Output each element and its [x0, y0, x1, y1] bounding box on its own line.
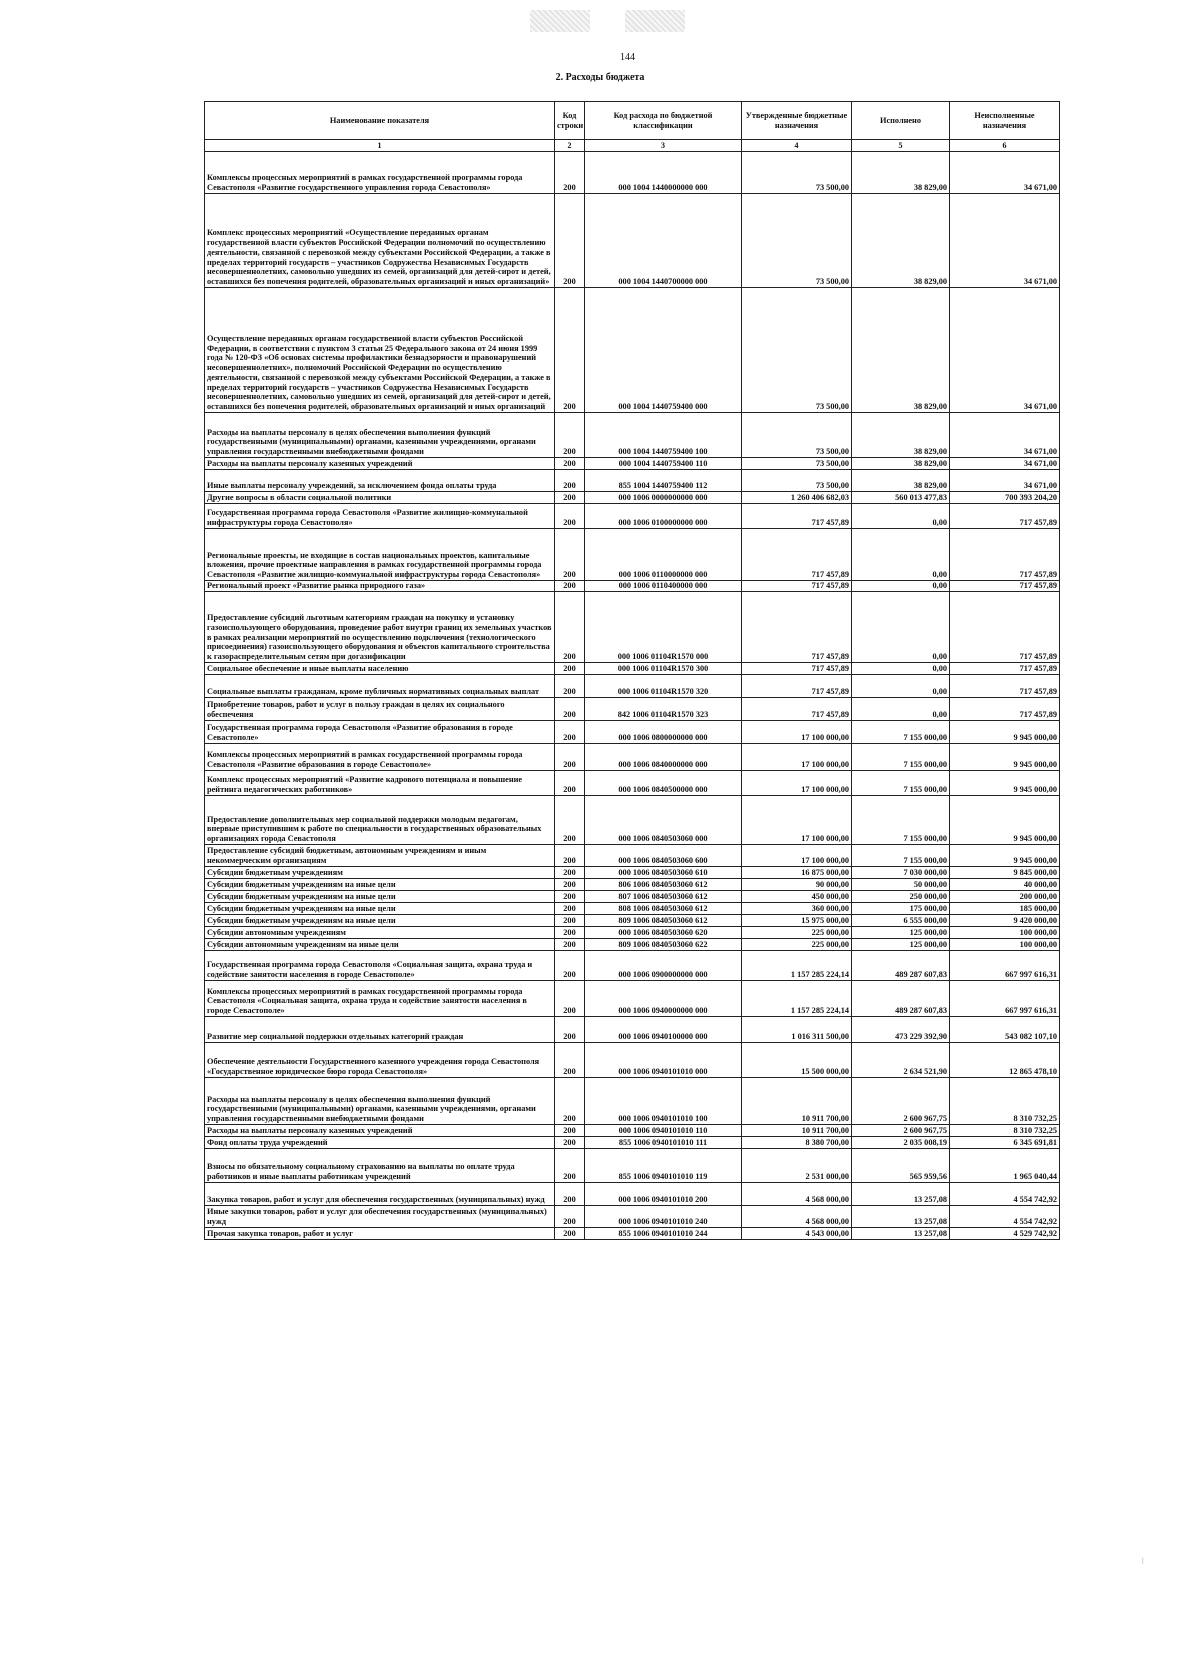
row-unexecuted: 100 000,00 — [950, 939, 1060, 951]
row-unexecuted: 34 671,00 — [950, 470, 1060, 492]
row-kbk: 000 1006 0940101010 240 — [585, 1206, 742, 1228]
column-number: 3 — [585, 140, 742, 152]
section-title: 2. Расходы бюджета — [555, 72, 645, 83]
row-unexecuted: 667 997 616,31 — [950, 981, 1060, 1017]
table-row — [205, 592, 1060, 663]
row-kbk: 000 1006 0940101010 200 — [585, 1183, 742, 1206]
table-row — [205, 771, 1060, 796]
row-line-code: 200 — [555, 915, 585, 927]
table-row — [205, 1228, 1060, 1240]
row-unexecuted: 34 671,00 — [950, 194, 1060, 288]
table-row — [205, 288, 1060, 413]
row-unexecuted: 1 965 040,44 — [950, 1149, 1060, 1183]
table-row — [205, 845, 1060, 867]
table-row — [205, 1137, 1060, 1149]
row-line-code: 200 — [555, 581, 585, 592]
row-kbk: 000 1004 1440759400 100 — [585, 413, 742, 458]
table-row — [205, 413, 1060, 458]
row-line-code: 200 — [555, 1125, 585, 1137]
row-approved: 17 100 000,00 — [742, 845, 852, 867]
row-approved: 360 000,00 — [742, 903, 852, 915]
row-approved: 90 000,00 — [742, 879, 852, 891]
row-name: Расходы на выплаты персоналу в целях обеспечения выполнения функций государственными (муниципальными) органами, казенными учреждениями, органами управления государственными внебюджетными фондами — [205, 1078, 555, 1125]
row-line-code: 200 — [555, 867, 585, 879]
row-unexecuted: 34 671,00 — [950, 413, 1060, 458]
row-approved: 17 100 000,00 — [742, 721, 852, 744]
row-executed: 38 829,00 — [852, 288, 950, 413]
row-unexecuted: 4 529 742,92 — [950, 1228, 1060, 1240]
row-approved: 17 100 000,00 — [742, 771, 852, 796]
row-line-code: 200 — [555, 470, 585, 492]
row-line-code: 200 — [555, 1137, 585, 1149]
row-name: Социальные выплаты гражданам, кроме публичных нормативных социальных выплат — [205, 675, 555, 698]
row-executed: 50 000,00 — [852, 879, 950, 891]
row-approved: 225 000,00 — [742, 927, 852, 939]
row-line-code: 200 — [555, 879, 585, 891]
row-kbk: 000 1006 0840503060 610 — [585, 867, 742, 879]
row-executed: 7 155 000,00 — [852, 771, 950, 796]
row-executed: 0,00 — [852, 592, 950, 663]
row-executed: 489 287 607,83 — [852, 981, 950, 1017]
row-executed: 6 555 000,00 — [852, 915, 950, 927]
row-approved: 73 500,00 — [742, 470, 852, 492]
row-approved: 8 380 700,00 — [742, 1137, 852, 1149]
row-name: Региональный проект «Развитие рынка природного газа» — [205, 581, 555, 592]
table-row — [205, 903, 1060, 915]
table-row — [205, 194, 1060, 288]
row-line-code: 200 — [555, 796, 585, 845]
row-name: Субсидии бюджетным учреждениям на иные цели — [205, 891, 555, 903]
row-executed: 0,00 — [852, 675, 950, 698]
row-line-code: 200 — [555, 981, 585, 1017]
table-row — [205, 721, 1060, 744]
row-executed: 13 257,08 — [852, 1228, 950, 1240]
row-name: Государственная программа города Севастополя «Развитие жилищно-коммунальной инфраструктуры города Севастополя» — [205, 504, 555, 529]
row-line-code: 200 — [555, 721, 585, 744]
row-name: Субсидии бюджетным учреждениям на иные цели — [205, 915, 555, 927]
row-name: Комплексы процессных мероприятий в рамках государственной программы города Севастополя «Развитие образования в городе Севастополе» — [205, 744, 555, 771]
column-number: 4 — [742, 140, 852, 152]
row-line-code: 200 — [555, 458, 585, 470]
table-row — [205, 796, 1060, 845]
row-unexecuted: 543 082 107,10 — [950, 1017, 1060, 1043]
row-unexecuted: 4 554 742,92 — [950, 1206, 1060, 1228]
header-approved: Утвержденные бюджетные назначения — [742, 102, 852, 140]
row-unexecuted: 34 671,00 — [950, 458, 1060, 470]
row-line-code: 200 — [555, 1017, 585, 1043]
row-line-code: 200 — [555, 152, 585, 194]
row-kbk: 000 1006 01104R1570 320 — [585, 675, 742, 698]
row-unexecuted: 34 671,00 — [950, 152, 1060, 194]
row-approved: 1 157 285 224,14 — [742, 981, 852, 1017]
row-unexecuted: 717 457,89 — [950, 675, 1060, 698]
row-name: Комплексы процессных мероприятий в рамках государственной программы города Севастополя «Развитие государственного управления города Севастополя» — [205, 152, 555, 194]
row-name: Субсидии автономным учреждениям — [205, 927, 555, 939]
header-unexecuted: Неисполненные назначения — [950, 102, 1060, 140]
row-kbk: 000 1006 0110000000 000 — [585, 529, 742, 581]
row-approved: 73 500,00 — [742, 194, 852, 288]
row-kbk: 000 1006 0100000000 000 — [585, 504, 742, 529]
row-unexecuted: 185 000,00 — [950, 903, 1060, 915]
row-approved: 15 500 000,00 — [742, 1043, 852, 1078]
margin-mark: ǀ — [1142, 1556, 1144, 1566]
row-executed: 2 634 521,90 — [852, 1043, 950, 1078]
table-row — [205, 981, 1060, 1017]
header-kbk: Код расхода по бюджетной классификации — [585, 102, 742, 140]
row-name: Предоставление субсидий бюджетным, автономным учреждениям и иным некоммерческим организациям — [205, 845, 555, 867]
row-name: Расходы на выплаты персоналу казенных учреждений — [205, 1125, 555, 1137]
column-number-row — [205, 140, 1060, 152]
row-approved: 73 500,00 — [742, 288, 852, 413]
row-line-code: 200 — [555, 771, 585, 796]
row-unexecuted: 8 310 732,25 — [950, 1125, 1060, 1137]
row-kbk: 000 1006 0840503060 620 — [585, 927, 742, 939]
table-row — [205, 458, 1060, 470]
row-approved: 17 100 000,00 — [742, 796, 852, 845]
row-kbk: 000 1006 0800000000 000 — [585, 721, 742, 744]
row-name: Расходы на выплаты персоналу в целях обеспечения выполнения функций государственными (муниципальными) органами, казенными учреждениями, органами управления государственными внебюджетными фондами — [205, 413, 555, 458]
row-executed: 38 829,00 — [852, 470, 950, 492]
scan-artifact-right — [625, 10, 685, 32]
table-row — [205, 927, 1060, 939]
row-unexecuted: 12 865 478,10 — [950, 1043, 1060, 1078]
row-approved: 10 911 700,00 — [742, 1078, 852, 1125]
page-number: 144 — [620, 52, 635, 63]
row-unexecuted: 717 457,89 — [950, 592, 1060, 663]
row-line-code: 200 — [555, 939, 585, 951]
row-kbk: 000 1004 1440759400 110 — [585, 458, 742, 470]
row-executed: 38 829,00 — [852, 413, 950, 458]
row-name: Развитие мер социальной поддержки отдельных категорий граждан — [205, 1017, 555, 1043]
row-approved: 16 875 000,00 — [742, 867, 852, 879]
row-kbk: 809 1006 0840503060 612 — [585, 915, 742, 927]
row-executed: 7 155 000,00 — [852, 845, 950, 867]
table-header-row — [205, 102, 1060, 140]
row-name: Приобретение товаров, работ и услуг в пользу граждан в целях их социального обеспечения — [205, 698, 555, 721]
table-row — [205, 504, 1060, 529]
row-executed: 473 229 392,90 — [852, 1017, 950, 1043]
table-row — [205, 663, 1060, 675]
row-unexecuted: 717 457,89 — [950, 504, 1060, 529]
row-name: Осуществление переданных органам государственной власти субъектов Российской Федерации, в соответствии с пунктом 3 статьи 25 Федерального закона от 24 июня 1999 года № 120-ФЗ «Об основах системы профилактики безнадзорности и правонарушений несовершеннолетних», полномочий Российской Федерации по осуществлению деятельности, связанной с перевозкой между субъектами Российской Федерации, а также в пределах территорий государств – участников Содружества Независимых Государств несовершеннолетних, самовольно ушедших из семей, организаций для детей-сирот и детей, оставшихся без попечения родителей, образовательных организаций и иных организаций — [205, 288, 555, 413]
row-kbk: 807 1006 0840503060 612 — [585, 891, 742, 903]
row-name: Обеспечение деятельности Государственного казенного учреждения города Севастополя «Государственное юридическое бюро города Севастополя» — [205, 1043, 555, 1078]
row-approved: 717 457,89 — [742, 592, 852, 663]
row-kbk: 855 1006 0940101010 244 — [585, 1228, 742, 1240]
row-executed: 2 600 967,75 — [852, 1078, 950, 1125]
row-executed: 7 155 000,00 — [852, 744, 950, 771]
row-executed: 0,00 — [852, 504, 950, 529]
row-kbk: 000 1004 1440700000 000 — [585, 194, 742, 288]
row-line-code: 200 — [555, 288, 585, 413]
row-kbk: 000 1006 0940101010 100 — [585, 1078, 742, 1125]
row-name: Иные выплаты персоналу учреждений, за исключением фонда оплаты труда — [205, 470, 555, 492]
row-name: Государственная программа города Севастополя «Социальная защита, охрана труда и содействие занятости населения в городе Севастополе» — [205, 951, 555, 981]
row-unexecuted: 34 671,00 — [950, 288, 1060, 413]
row-approved: 73 500,00 — [742, 413, 852, 458]
row-approved: 1 016 311 500,00 — [742, 1017, 852, 1043]
header-line-code: Код строки — [555, 102, 585, 140]
table-row — [205, 879, 1060, 891]
table-row — [205, 152, 1060, 194]
row-approved: 4 568 000,00 — [742, 1206, 852, 1228]
row-kbk: 000 1006 0940000000 000 — [585, 981, 742, 1017]
header-name: Наименование показателя — [205, 102, 555, 140]
row-line-code: 200 — [555, 698, 585, 721]
row-line-code: 200 — [555, 1043, 585, 1078]
row-name: Иные закупки товаров, работ и услуг для обеспечения государственных (муниципальных) нужд — [205, 1206, 555, 1228]
row-executed: 2 035 008,19 — [852, 1137, 950, 1149]
table-row — [205, 1125, 1060, 1137]
row-line-code: 200 — [555, 663, 585, 675]
row-approved: 15 975 000,00 — [742, 915, 852, 927]
row-executed: 250 000,00 — [852, 891, 950, 903]
table-row — [205, 470, 1060, 492]
table-row — [205, 867, 1060, 879]
row-line-code: 200 — [555, 413, 585, 458]
table-row — [205, 1183, 1060, 1206]
row-line-code: 200 — [555, 1183, 585, 1206]
row-executed: 125 000,00 — [852, 927, 950, 939]
row-executed: 0,00 — [852, 698, 950, 721]
row-line-code: 200 — [555, 903, 585, 915]
row-approved: 73 500,00 — [742, 458, 852, 470]
row-approved: 717 457,89 — [742, 663, 852, 675]
row-unexecuted: 9 945 000,00 — [950, 796, 1060, 845]
row-approved: 4 543 000,00 — [742, 1228, 852, 1240]
row-name: Фонд оплаты труда учреждений — [205, 1137, 555, 1149]
row-name: Другие вопросы в области социальной политики — [205, 492, 555, 504]
row-approved: 717 457,89 — [742, 504, 852, 529]
row-name: Субсидии автономным учреждениям на иные цели — [205, 939, 555, 951]
row-kbk: 000 1006 0840000000 000 — [585, 744, 742, 771]
row-executed: 7 030 000,00 — [852, 867, 950, 879]
row-unexecuted: 6 345 691,81 — [950, 1137, 1060, 1149]
table-row — [205, 891, 1060, 903]
row-executed: 489 287 607,83 — [852, 951, 950, 981]
table-row — [205, 581, 1060, 592]
row-unexecuted: 200 000,00 — [950, 891, 1060, 903]
row-approved: 73 500,00 — [742, 152, 852, 194]
row-approved: 1 157 285 224,14 — [742, 951, 852, 981]
row-name: Взносы по обязательному социальному страхованию на выплаты по оплате труда работников и иные выплаты работникам учреждений — [205, 1149, 555, 1183]
row-kbk: 000 1004 1440759400 000 — [585, 288, 742, 413]
row-executed: 2 600 967,75 — [852, 1125, 950, 1137]
row-name: Субсидии бюджетным учреждениям на иные цели — [205, 903, 555, 915]
row-line-code: 200 — [555, 1149, 585, 1183]
row-kbk: 000 1006 01104R1570 000 — [585, 592, 742, 663]
row-kbk: 000 1006 0840503060 600 — [585, 845, 742, 867]
row-line-code: 200 — [555, 194, 585, 288]
row-unexecuted: 9 945 000,00 — [950, 771, 1060, 796]
row-unexecuted: 100 000,00 — [950, 927, 1060, 939]
row-kbk: 000 1006 0840503060 000 — [585, 796, 742, 845]
row-executed: 0,00 — [852, 529, 950, 581]
row-name: Комплекс процессных мероприятий «Осуществление переданных органам государственной власти субъектов Российской Федерации полномочий по осуществлению деятельности, связанной с перевозкой между субъектами Российской Федерации, а также в пределах территорий государств – участников Содружества Независимых Государств несовершеннолетних, самовольно ушедших из семей, организаций для детей-сирот и детей, оставшихся без попечения родителей, образовательных организаций и иных организаций» — [205, 194, 555, 288]
row-executed: 565 959,56 — [852, 1149, 950, 1183]
row-approved: 717 457,89 — [742, 581, 852, 592]
row-approved: 717 457,89 — [742, 698, 852, 721]
row-unexecuted: 8 310 732,25 — [950, 1078, 1060, 1125]
row-kbk: 000 1006 0940101010 110 — [585, 1125, 742, 1137]
row-executed: 7 155 000,00 — [852, 796, 950, 845]
budget-expenses-table — [204, 101, 1060, 1240]
row-name: Социальное обеспечение и иные выплаты населению — [205, 663, 555, 675]
row-executed: 0,00 — [852, 581, 950, 592]
row-unexecuted: 717 457,89 — [950, 698, 1060, 721]
row-unexecuted: 9 420 000,00 — [950, 915, 1060, 927]
row-kbk: 000 1006 0110400000 000 — [585, 581, 742, 592]
header-executed: Исполнено — [852, 102, 950, 140]
row-approved: 10 911 700,00 — [742, 1125, 852, 1137]
row-executed: 38 829,00 — [852, 458, 950, 470]
row-unexecuted: 40 000,00 — [950, 879, 1060, 891]
row-name: Комплексы процессных мероприятий в рамках государственной программы города Севастополя «Социальная защита, охрана труда и содействие занятости населения в городе Севастополе» — [205, 981, 555, 1017]
row-kbk: 000 1006 0000000000 000 — [585, 492, 742, 504]
row-kbk: 000 1004 1440000000 000 — [585, 152, 742, 194]
row-kbk: 000 1006 0940100000 000 — [585, 1017, 742, 1043]
table-row — [205, 698, 1060, 721]
table-row — [205, 1206, 1060, 1228]
table-row — [205, 1149, 1060, 1183]
row-line-code: 200 — [555, 951, 585, 981]
column-number: 5 — [852, 140, 950, 152]
row-approved: 225 000,00 — [742, 939, 852, 951]
row-name: Субсидии бюджетным учреждениям — [205, 867, 555, 879]
table-row — [205, 675, 1060, 698]
row-line-code: 200 — [555, 1078, 585, 1125]
row-executed: 13 257,08 — [852, 1183, 950, 1206]
row-kbk: 000 1006 0840500000 000 — [585, 771, 742, 796]
row-approved: 2 531 000,00 — [742, 1149, 852, 1183]
row-kbk: 000 1006 0940101010 000 — [585, 1043, 742, 1078]
table-row — [205, 1078, 1060, 1125]
row-kbk: 842 1006 01104R1570 323 — [585, 698, 742, 721]
row-line-code: 200 — [555, 1206, 585, 1228]
row-unexecuted: 700 393 204,20 — [950, 492, 1060, 504]
row-name: Расходы на выплаты персоналу казенных учреждений — [205, 458, 555, 470]
row-executed: 7 155 000,00 — [852, 721, 950, 744]
row-kbk: 855 1006 0940101010 111 — [585, 1137, 742, 1149]
table-row — [205, 951, 1060, 981]
table-row — [205, 529, 1060, 581]
table-row — [205, 744, 1060, 771]
table-row — [205, 1043, 1060, 1078]
row-name: Закупка товаров, работ и услуг для обеспечения государственных (муниципальных) нужд — [205, 1183, 555, 1206]
row-unexecuted: 667 997 616,31 — [950, 951, 1060, 981]
row-kbk: 806 1006 0840503060 612 — [585, 879, 742, 891]
row-unexecuted: 9 845 000,00 — [950, 867, 1060, 879]
row-line-code: 200 — [555, 675, 585, 698]
row-line-code: 200 — [555, 492, 585, 504]
row-kbk: 855 1004 1440759400 112 — [585, 470, 742, 492]
table-row — [205, 915, 1060, 927]
row-kbk: 809 1006 0840503060 622 — [585, 939, 742, 951]
column-number: 1 — [205, 140, 555, 152]
row-kbk: 000 1006 01104R1570 300 — [585, 663, 742, 675]
row-executed: 125 000,00 — [852, 939, 950, 951]
row-approved: 717 457,89 — [742, 529, 852, 581]
column-number: 6 — [950, 140, 1060, 152]
row-line-code: 200 — [555, 927, 585, 939]
row-line-code: 200 — [555, 592, 585, 663]
row-executed: 13 257,08 — [852, 1206, 950, 1228]
row-line-code: 200 — [555, 891, 585, 903]
row-name: Субсидии бюджетным учреждениям на иные цели — [205, 879, 555, 891]
scan-artifact-left — [530, 10, 590, 32]
table-row — [205, 1017, 1060, 1043]
row-name: Предоставление дополнительных мер социальной поддержки молодым педагогам, впервые приступившим к работе по специальности в государственных образовательных организациях города Севастополя — [205, 796, 555, 845]
row-approved: 717 457,89 — [742, 675, 852, 698]
row-name: Региональные проекты, не входящие в состав национальных проектов, капитальные вложения, прочие проектные направления в рамках государственной программы города Севастополя «Развитие жилищно-коммунальной инфраструктуры города Севастополя» — [205, 529, 555, 581]
row-approved: 4 568 000,00 — [742, 1183, 852, 1206]
row-kbk: 855 1006 0940101010 119 — [585, 1149, 742, 1183]
row-kbk: 808 1006 0840503060 612 — [585, 903, 742, 915]
column-number: 2 — [555, 140, 585, 152]
row-name: Комплекс процессных мероприятий «Развитие кадрового потенциала и повышение рейтинга педагогических работников» — [205, 771, 555, 796]
row-name: Государственная программа города Севастополя «Развитие образования в городе Севастополе» — [205, 721, 555, 744]
row-line-code: 200 — [555, 744, 585, 771]
row-name: Предоставление субсидий льготным категориям граждан на покупку и установку газоиспользующего оборудования, проведение работ внутри границ их земельных участков в рамках реализации мероприятий по осуществлению подключения (технологического присоединения) газоиспользующего оборудования и объектов капитального строительства к газораспределительным сетям при догазификации — [205, 592, 555, 663]
row-approved: 450 000,00 — [742, 891, 852, 903]
row-line-code: 200 — [555, 1228, 585, 1240]
row-unexecuted: 9 945 000,00 — [950, 721, 1060, 744]
row-approved: 1 260 406 682,03 — [742, 492, 852, 504]
row-unexecuted: 717 457,89 — [950, 663, 1060, 675]
row-approved: 17 100 000,00 — [742, 744, 852, 771]
table-row — [205, 492, 1060, 504]
row-executed: 0,00 — [852, 663, 950, 675]
row-unexecuted: 717 457,89 — [950, 581, 1060, 592]
row-executed: 38 829,00 — [852, 194, 950, 288]
table-row — [205, 939, 1060, 951]
row-executed: 38 829,00 — [852, 152, 950, 194]
row-name: Прочая закупка товаров, работ и услуг — [205, 1228, 555, 1240]
row-unexecuted: 9 945 000,00 — [950, 744, 1060, 771]
row-unexecuted: 9 945 000,00 — [950, 845, 1060, 867]
row-line-code: 200 — [555, 504, 585, 529]
row-line-code: 200 — [555, 845, 585, 867]
table-body — [205, 152, 1060, 1240]
row-line-code: 200 — [555, 529, 585, 581]
row-unexecuted: 4 554 742,92 — [950, 1183, 1060, 1206]
row-kbk: 000 1006 0900000000 000 — [585, 951, 742, 981]
row-unexecuted: 717 457,89 — [950, 529, 1060, 581]
row-executed: 175 000,00 — [852, 903, 950, 915]
row-executed: 560 013 477,83 — [852, 492, 950, 504]
